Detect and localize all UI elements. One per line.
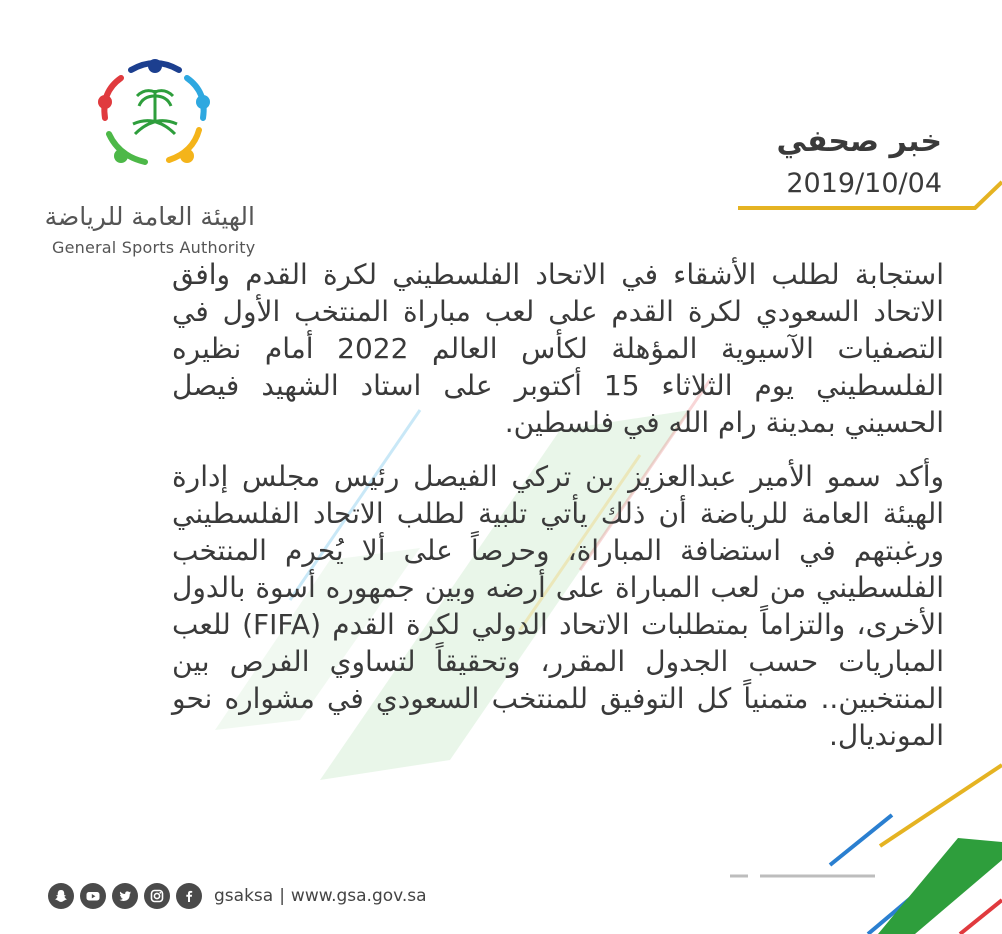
social-icons [48, 883, 202, 909]
twitter-icon[interactable] [112, 883, 138, 909]
logo-arabic-name: الهيئة العامة للرياضة [44, 202, 255, 231]
corner-red-line [960, 900, 1002, 934]
corner-gold-line [880, 765, 1002, 846]
press-release-date: 2019/10/04 [786, 168, 942, 199]
instagram-icon[interactable] [144, 883, 170, 909]
footer [48, 879, 427, 913]
corner-blue-line-1 [830, 815, 892, 865]
footer-separator: | [279, 886, 285, 906]
footer-handle[interactable]: gsaksa [214, 886, 274, 906]
press-release-title: خبر صحفي [776, 124, 942, 159]
snapchat-icon[interactable] [48, 883, 74, 909]
youtube-icon[interactable] [80, 883, 106, 909]
body-paragraph-2: وأكد سمو الأمير عبدالعزيز بن تركي الفيصل رئيس مجلس إدارة الهيئة العامة للرياضة أن ذلك يأتي تلبية لطلب الاتحاد الفلسطيني ورغبتهم في استضافة المباراة، وحرصاً على ألا يُحرم المنتخب الفلسطيني من لعب المباراة على أرضه وبين جمهوره أسوة بالدول الأخرى، والتزاماً بمتطلبات الاتحاد الدولي لكرة القدم (FIFA) للعب المباريات حسب الجدول المقرر، وتحقيقاً لتساوي الفرص بين المنتخبين.. متمنياً كل التوفيق للمنتخب السعودي في مشواره نحو المونديال. [172, 460, 944, 752]
gsa-emblem-icon [95, 52, 215, 170]
logo-english-name: General Sports Authority [52, 238, 256, 257]
footer-website-link[interactable]: www.gsa.gov.sa [290, 886, 427, 906]
facebook-icon[interactable] [176, 883, 202, 909]
body-paragraph-1: استجابة لطلب الأشقاء في الاتحاد الفلسطيني لكرة القدم وافق الاتحاد السعودي لكرة القدم على لعب مباراة المنتخب الأول في التصفيات الآسيوية المؤهلة لكأس العالم 2022 أمام نظيره الفلسطيني يوم الثلاثاء 15 أكتوبر على استاد الشهيد فيصل الحسيني بمدينة رام الله في فلسطين. [172, 258, 945, 439]
press-release-body [172, 256, 944, 754]
corner-green-shape [878, 838, 1002, 934]
